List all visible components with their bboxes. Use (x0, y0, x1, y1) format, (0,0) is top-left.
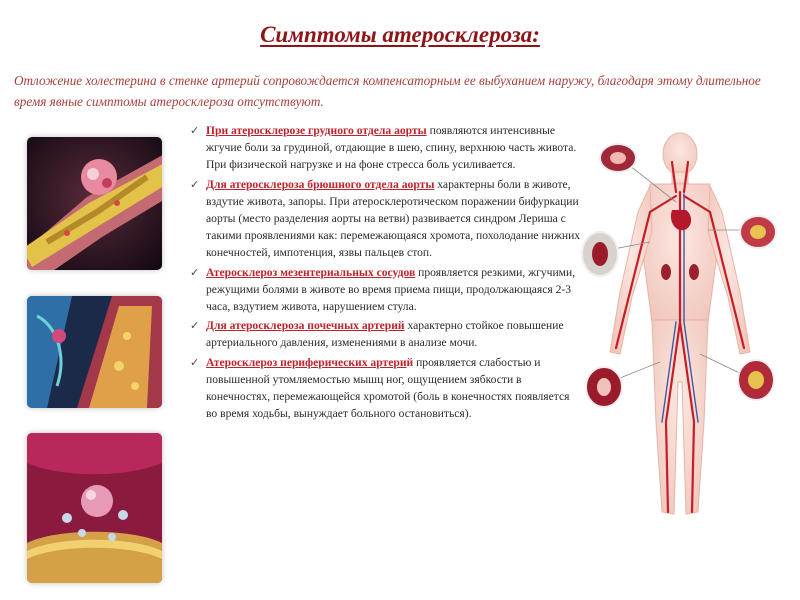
symptom-lead: Атеросклероз периферических артери (206, 355, 407, 369)
checkmark-icon: ✓ (190, 265, 200, 279)
symptoms-list (190, 122, 582, 552)
slide-title: Симптомы атеросклероза: (260, 22, 540, 47)
symptom-lead: Атеросклероз мезентериальных сосудов (206, 265, 416, 279)
symptom-lead: Для атеросклероза почечных артерий (206, 319, 405, 333)
checkmark-icon: ✓ (190, 177, 200, 191)
symptom-text: характерны боли в животе, вздутие живота, запоры. При атеросклеротическом поражении бифуркации аорты (место разделения аорты на ветви) развивается синдром Лериша с такими проявлениями как: перемежающаяся хромота, похолодание нижних конечностей, импотенция, язвы пальцев стоп. (206, 177, 581, 260)
symptom-text: появляются интенсивные жгучие боли за грудиной, отдающие в шею, спину, верхнюю часть живота. При физической нагрузке и на фоне стресса боль усиливается. (206, 124, 577, 172)
symptom-item (190, 122, 582, 174)
symptom-text: проявляется резкими, жгучими, режущими болями в животе во время приема пищи, продолжающаяся 2-3 часа, вздутием живота, нарушением стула. (206, 265, 576, 314)
symptom-item (190, 317, 582, 351)
symptom-lead-tail: й (406, 355, 414, 369)
symptom-item (190, 176, 582, 262)
vessel-interior-image (27, 433, 162, 583)
symptom-lead: При атеросклерозе грудного отдела аорты (206, 124, 427, 137)
checkmark-icon: ✓ (190, 124, 200, 137)
symptom-lead: Для атеросклероза брюшного отдела аорты (206, 177, 435, 191)
intro-paragraph: Отложение холестерина в стенке артерий сопровождается компенсаторным ее выбуханием наружу, благодаря этому длительное время явные симптомы атеросклероза отсутствуют. (14, 73, 761, 109)
symptom-text: характерно стойкое повышение артериального давления, изменениями в анализе мочи. (206, 319, 564, 350)
symptom-item (190, 264, 582, 316)
checkmark-icon: ✓ (190, 319, 200, 333)
circulatory-system-diagram (580, 122, 780, 542)
symptom-item (190, 354, 582, 423)
checkmark-icon: ✓ (190, 355, 200, 369)
artery-plaque-image (27, 137, 162, 270)
artery-cross-section-image (27, 296, 162, 408)
symptom-text: проявляется слабостью и повышенной утомляемостью мышц ног, ощущением зябкости в конечностях, перемежающейся хромотой (боль в конечностях появляется во время ходьбы, вынуждает больного остановиться). (206, 355, 570, 421)
